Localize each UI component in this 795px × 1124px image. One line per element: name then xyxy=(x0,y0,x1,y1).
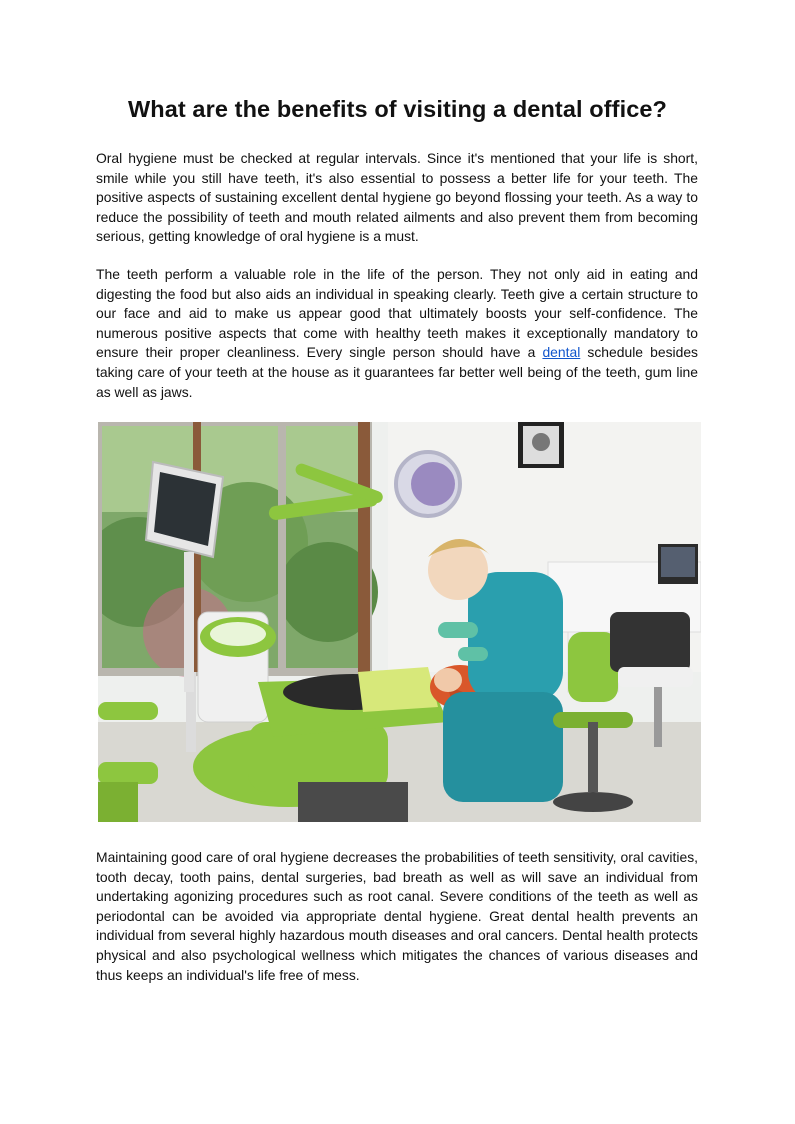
paragraph-text-before-link: The teeth perform a valuable role in the life of the person. They not only aid in eating and digesting the food but also aids an individual in speaking clearly. Teeth give a certain structure to our face and aid to make us appear good that ultimately boosts your self-confidence. The numerous positive aspects that come with healthy teeth makes it exceptionally mandatory to ensure their proper cleanliness. Every single person should have a xyxy=(96,266,698,361)
paragraph-oral-hygiene-benefits: Maintaining good care of oral hygiene decreases the probabilities of teeth sensitivity, oral cavities, tooth decay, tooth pains, dental surgeries, bad breath as well as will save an individual from undertaking agonizing procedures such as root canal. Severe conditions of the teeth as well as periodontal can be avoided via appropriate dental hygiene. Great dental health prevents an individual from several highly hazardous mouth diseases and oral cancers. Dental health protects physical and also psychological wellness which mitigates the chances of various diseases and thus keeps an individual's life free of mess. xyxy=(96,849,698,983)
dental-link[interactable]: dental xyxy=(542,344,581,361)
page-title: What are the benefits of visiting a dental office? xyxy=(127,96,668,122)
paragraph-intro: Oral hygiene must be checked at regular intervals. Since it's mentioned that your life is short, smile while you still have teeth, it's also essential to possess a better life for your teeth. The positive aspects of sustaining excellent dental hygiene go beyond flossing your teeth. As a way to reduce the possibility of teeth and mouth related ailments and also prevent them from becoming serious, getting knowledge of oral hygiene is a must. xyxy=(96,150,698,245)
paragraph-teeth-role xyxy=(96,265,698,402)
paragraph-text-after-link: schedule besides taking care of your teeth at the house as it guarantees far better well being of the teeth, gum line as well as jaws. xyxy=(96,344,699,400)
dental-office-photo xyxy=(98,422,701,822)
